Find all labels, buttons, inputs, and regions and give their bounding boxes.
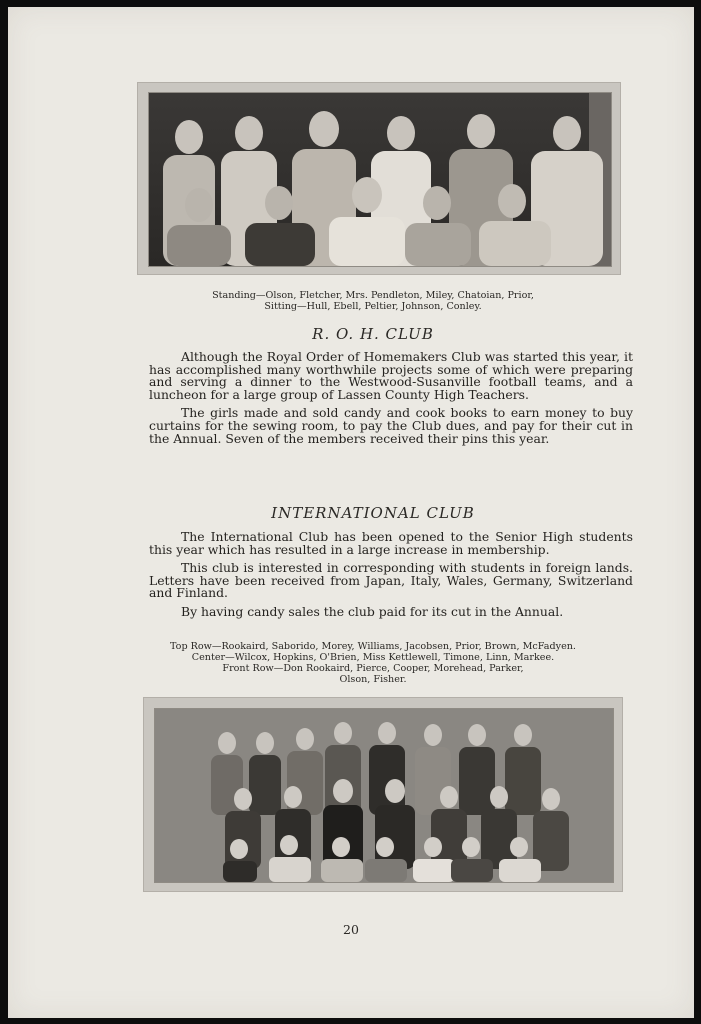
yearbook-page (8, 7, 694, 1018)
international-club-caption (138, 641, 608, 685)
intl-caption-line: Center—Wilcox, Hopkins, O'Brien, Miss Kettlewell, Timone, Linn, Markee. (191, 652, 555, 663)
roh-club-caption (138, 290, 608, 312)
intl-caption-line: Olson, Fisher. (339, 674, 407, 685)
international-club-photo (154, 708, 614, 883)
roh-paragraph: Although the Royal Order of Homemakers Club was started this year, it has accomplished many worthwhile projects some of which were preparing and serving a dinner to the Westwood-Susanville football teams, and a luncheon for a large group of Lassen County High Teachers. (149, 349, 633, 402)
roh-caption-line: Standing—Olson, Fletcher, Mrs. Pendleton, Miley, Chatoian, Prior, (212, 290, 534, 301)
international-club-photo-frame (143, 697, 623, 892)
page-number: 20 (343, 922, 359, 937)
intl-paragraph: This club is interested in corresponding with students in foreign lands. Letters have been received from Japan, Italy, Wales, Germany, Switzerland and Finland. (149, 560, 633, 601)
roh-club-title: R. O. H. CLUB (312, 325, 434, 343)
roh-caption-line: Sitting—Hull, Ebell, Peltier, Johnson, Conley. (264, 301, 482, 312)
roh-paragraph: The girls made and sold candy and cook books to earn money to buy curtains for the sewing room, to pay the Club dues, and pay for their cut in the Annual. Seven of the members received their pins this year. (149, 405, 633, 446)
intl-caption-line: Top Row—Rookaird, Saborido, Morey, Williams, Jacobsen, Prior, Brown, McFadyen. (170, 641, 576, 652)
international-club-text (149, 531, 633, 625)
roh-club-photo-frame (137, 82, 621, 275)
international-club-title: INTERNATIONAL CLUB (271, 504, 475, 522)
roh-club-text (149, 351, 633, 451)
intl-paragraph: The International Club has been opened to the Senior High students this year which has resulted in a large increase in membership. (149, 529, 633, 557)
roh-club-photo (148, 92, 612, 267)
intl-paragraph: By having candy sales the club paid for its cut in the Annual. (181, 603, 564, 619)
intl-caption-line: Front Row—Don Rookaird, Pierce, Cooper, Morehead, Parker, (222, 663, 524, 674)
